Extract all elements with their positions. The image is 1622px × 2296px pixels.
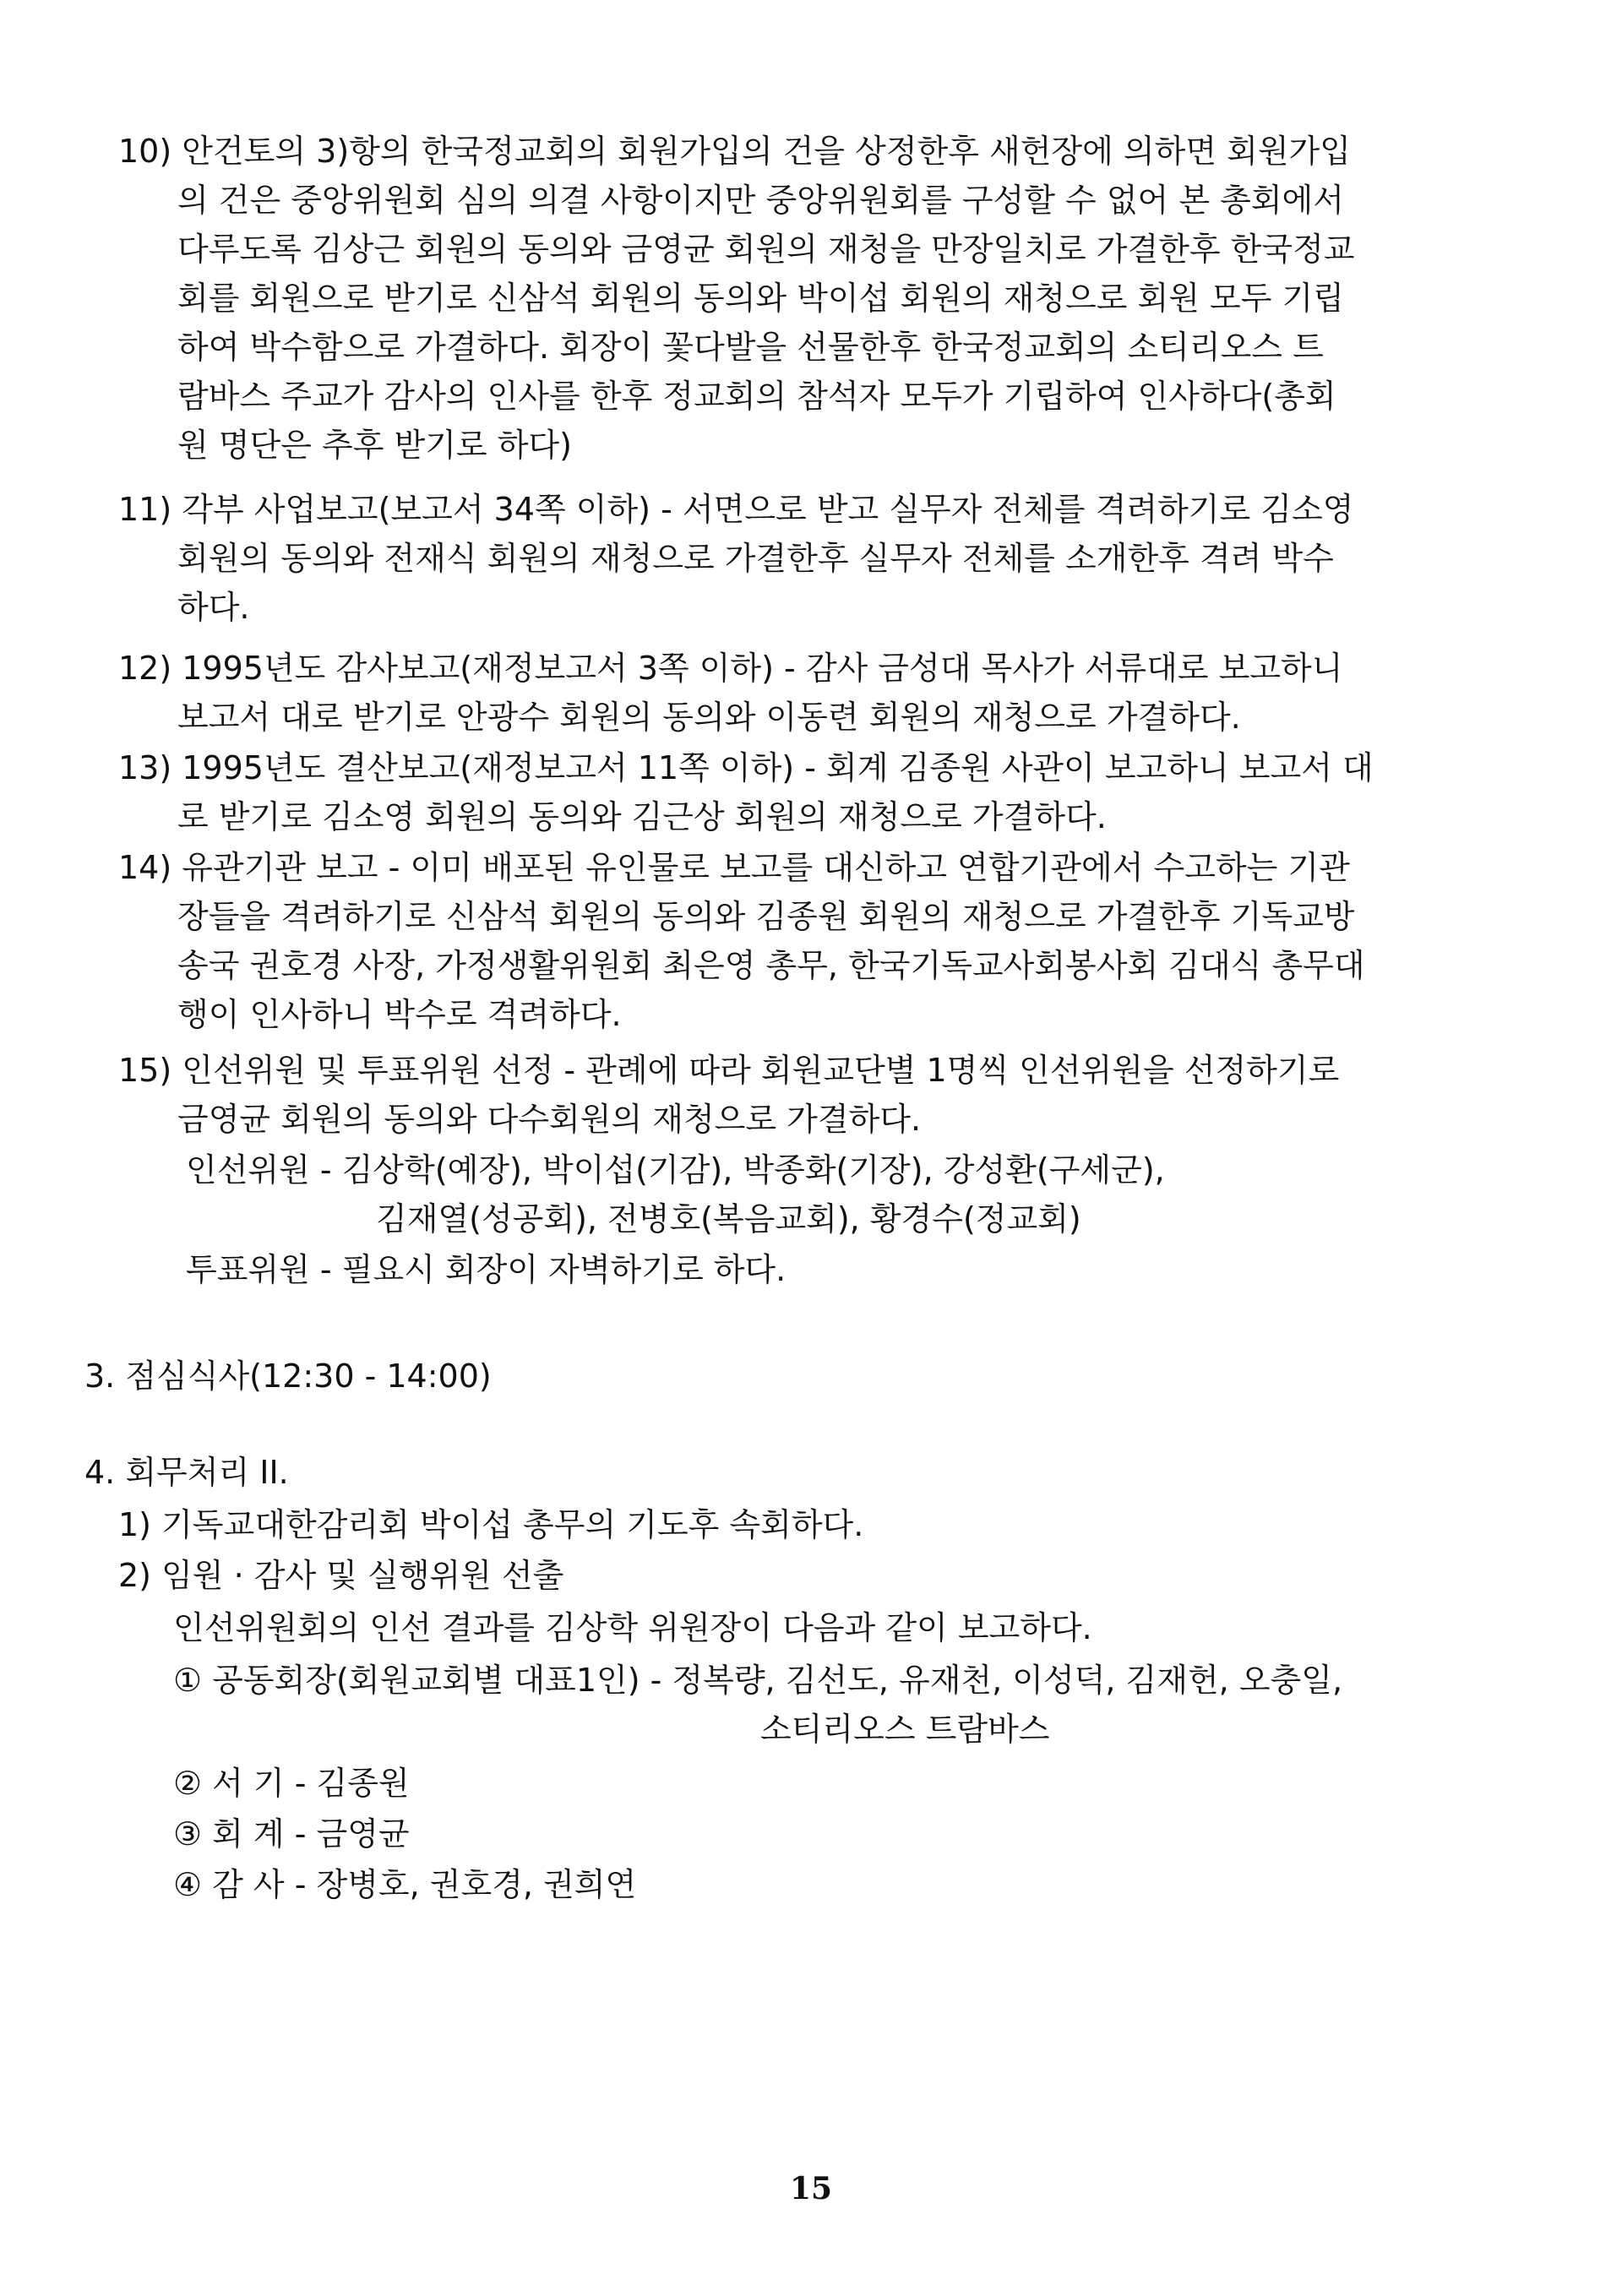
co-presidents-continuation: 소티리오스 트람바스 — [760, 1711, 1050, 1748]
item-13-line-2: 로 받기로 김소영 회원의 동의와 김근상 회원의 재청으로 가결하다. — [177, 798, 1107, 835]
section-3-heading: 3. 점심식사(12:30 - 14:00) — [84, 1357, 492, 1395]
secretary-line: ② 서 기 - 김종원 — [173, 1765, 410, 1802]
section-4-item-2: 2) 임원 · 감사 및 실행위원 선출 — [118, 1557, 564, 1594]
item-10-line-5: 하여 박수함으로 가결하다. 회장이 꽃다발을 선물한후 한국정교회의 소티리오스 트 — [177, 329, 1324, 366]
selection-report-intro: 인선위원회의 인선 결과를 김상학 위원장이 다음과 같이 보고하다. — [173, 1609, 1092, 1646]
selection-committee-line-1: 인선위원 - 김상학(예장), 박이섭(기감), 박종화(기장), 강성환(구세군), — [186, 1151, 1165, 1189]
section-4-item-1: 1) 기독교대한감리회 박이섭 총무의 기도후 속회하다. — [118, 1506, 864, 1543]
item-10-line-2: 의 건은 중앙위원회 심의 의결 사항이지만 중앙위원회를 구성할 수 없어 본 총회에서 — [177, 182, 1344, 219]
item-15-line-1: 15) 인선위원 및 투표위원 선정 - 관례에 따라 회원교단별 1명씩 인선위원을 선정하기로 — [118, 1052, 1340, 1089]
item-10-line-6: 람바스 주교가 감사의 인사를 한후 정교회의 참석자 모두가 기립하여 인사하다(총회 — [177, 378, 1336, 415]
item-10-line-1: 10) 안건토의 3)항의 한국정교회의 회원가입의 건을 상정한후 새헌장에 의하면 회원가입 — [118, 133, 1351, 170]
item-12-line-1: 12) 1995년도 감사보고(재정보고서 3쪽 이하) - 감사 금성대 목사가 서류대로 보고하니 — [118, 650, 1343, 687]
auditors-line: ④ 감 사 - 장병호, 권호경, 권희연 — [173, 1866, 637, 1903]
item-11-line-3: 하다. — [177, 589, 250, 626]
item-10-line-3: 다루도록 김상근 회원의 동의와 금영균 회원의 재청을 만장일치로 가결한후 한국정교 — [177, 231, 1355, 268]
treasurer-line: ③ 회 계 - 금영균 — [173, 1815, 410, 1853]
item-11-line-2: 회원의 동의와 전재식 회원의 재청으로 가결한후 실무자 전체를 소개한후 격려 박수 — [177, 540, 1334, 577]
item-13-line-1: 13) 1995년도 결산보고(재정보고서 11쪽 이하) - 회계 김종원 사관이 보고하니 보고서 대 — [118, 749, 1374, 786]
item-10-line-4: 회를 회원으로 받기로 신삼석 회원의 동의와 박이섭 회원의 재청으로 회원 모두 기립 — [177, 280, 1344, 317]
item-14-line-3: 송국 권호경 사장, 가정생활위원회 최은영 총무, 한국기독교사회봉사회 김대식 총무대 — [177, 947, 1365, 984]
item-10-line-7: 원 명단은 추후 받기로 하다) — [177, 427, 572, 464]
voting-committee-line: 투표위원 - 필요시 회장이 자벽하기로 하다. — [186, 1251, 787, 1288]
section-4-heading: 4. 회무처리 II. — [84, 1454, 289, 1491]
page-number: 15 — [789, 2171, 833, 2206]
selection-committee-line-2: 김재열(성공회), 전병호(복음교회), 황경수(정교회) — [376, 1200, 1081, 1238]
item-11-line-1: 11) 각부 사업보고(보고서 34쪽 이하) - 서면으로 받고 실무자 전체를 격려하기로 김소영 — [118, 491, 1354, 528]
item-14-line-2: 장들을 격려하기로 신삼석 회원의 동의와 김종원 회원의 재청으로 가결한후 기독교방 — [177, 898, 1355, 935]
item-15-line-2: 금영균 회원의 동의와 다수회원의 재청으로 가결하다. — [177, 1101, 922, 1138]
co-presidents-line: ① 공동회장(회원교회별 대표1인) - 정복량, 김선도, 유재천, 이성덕, 김재헌, 오충일, — [173, 1662, 1343, 1699]
item-12-line-2: 보고서 대로 받기로 안광수 회원의 동의와 이동련 회원의 재청으로 가결하다. — [177, 699, 1241, 736]
item-14-line-4: 행이 인사하니 박수로 격려하다. — [177, 996, 622, 1033]
item-14-line-1: 14) 유관기관 보고 - 이미 배포된 유인물로 보고를 대신하고 연합기관에서 수고하는 기관 — [118, 849, 1350, 886]
